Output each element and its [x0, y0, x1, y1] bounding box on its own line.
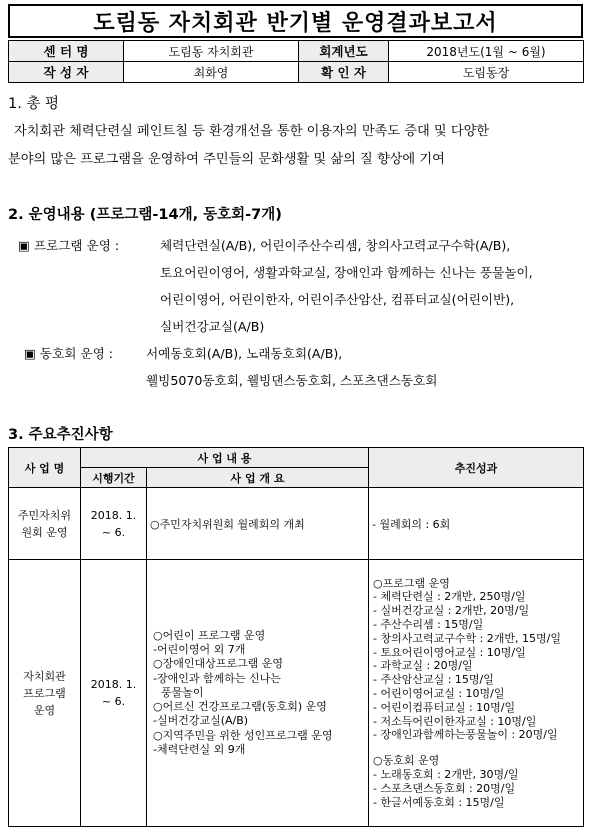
col-content-header: 사 업 내 용: [81, 448, 369, 468]
table-row: [9, 488, 584, 560]
row1-summary: ○주민자치위원회 월례회의 개최: [147, 488, 369, 560]
center-value: 도림동 자치회관: [124, 41, 299, 62]
col-project-header: 사 업 명: [9, 448, 81, 488]
summary-line-1: 자치회관 체력단련실 페인트칠 등 환경개선을 통한 이용자의 만족도 증대 및 다양한: [14, 124, 490, 139]
checker-value: 도림동장: [389, 62, 584, 83]
row1-result: - 월례회의 : 6회: [369, 488, 584, 560]
section1-heading: 1. 총 평: [8, 96, 60, 112]
program-line-1: 체력단련실(A/B), 어린이주산수리셈, 창의사고력교구수학(A/B),: [160, 238, 511, 253]
col-period-header: 시행기간: [81, 468, 147, 488]
program-line-3: 어린이영어, 어린이한자, 어린이주산암산, 컴퓨터교실(어린이반),: [160, 292, 515, 307]
table-row: [9, 560, 584, 827]
club-line-1: 서예동호회(A/B), 노래동호회(A/B),: [146, 346, 343, 361]
club-label: ▣ 동호회 운영 :: [24, 346, 113, 361]
writer-label: 작 성 자: [9, 62, 124, 83]
row1-period: 2018. 1. ~ 6.: [81, 488, 147, 560]
section3-heading: 3. 주요추진사항: [8, 427, 113, 443]
spacer: [373, 742, 580, 754]
col-summary-header: 사 업 개 요: [147, 468, 369, 488]
program-line-4: 실버건강교실(A/B): [160, 319, 265, 334]
program-line-2: 토요어린이영어, 생활과학교실, 장애인과 함께하는 신나는 풍물놀이,: [160, 265, 533, 280]
row2-summary: ○어린이 프로그램 운영 -어린이영어 외 7개 ○장애인대상프로그램 운영 -장애인과 함께하는 신나는 풍물놀이 ○어르신 건강프로그램(동호회) 운영 -실버건강교실(A/B) ○지역주민을 위한 성인프로그램 운영 -체력단련실 외 9개: [147, 560, 369, 827]
row2-project: 자치회관 프로그램 운영: [9, 560, 81, 827]
section2-heading: 2. 운영내용 (프로그램-14개, 동호회-7개): [8, 207, 282, 223]
club-line-2: 웰빙5070동호회, 웰빙댄스동호회, 스포츠댄스동호회: [146, 373, 438, 388]
row1-project: 주민자치위 원회 운영: [9, 488, 81, 560]
info-table: [8, 40, 584, 83]
center-label: 센 터 명: [9, 41, 124, 62]
row2-result: ○프로그램 운영 - 체력단련실 : 2개반, 250명/일 - 실버건강교실 : 2개반, 20명/일 - 주산수리셈 : 15명/일 - 창의사고력교구수학 : 2개반, 15명/일 - 토요어린이영어교실 : 10명/일 - 과학교실 : 20명/일 - 주산암산교실 : 15명/일 - 어린이영어교실 : 10명/일 - 어린이컴퓨터교실 : 10명/일 - 저소득어린이한자교실 : 10명/일 - 장애인과함께하는풍물놀이 : 20명/일 ○동호회 운영 - 노래동호회 : 2개반, 30명/일 - 스포츠댄스동호회 : 20명/일 - 한글서예동호회 : 15명/일: [369, 560, 584, 827]
year-label: 회계년도: [299, 41, 389, 62]
program-label: ▣ 프로그램 운영 :: [18, 238, 120, 253]
writer-value: 최화영: [124, 62, 299, 83]
row2-period: 2018. 1. ~ 6.: [81, 560, 147, 827]
col-result-header: 추진성과: [369, 448, 584, 488]
year-value: 2018년도(1월 ~ 6월): [389, 41, 584, 62]
summary-line-2: 분야의 많은 프로그램을 운영하여 주민들의 문화생활 및 삶의 질 향상에 기여: [8, 152, 445, 167]
report-title: 도림동 자치회관 반기별 운영결과보고서: [8, 4, 583, 38]
checker-label: 확 인 자: [299, 62, 389, 83]
main-activities-table: [8, 447, 584, 827]
